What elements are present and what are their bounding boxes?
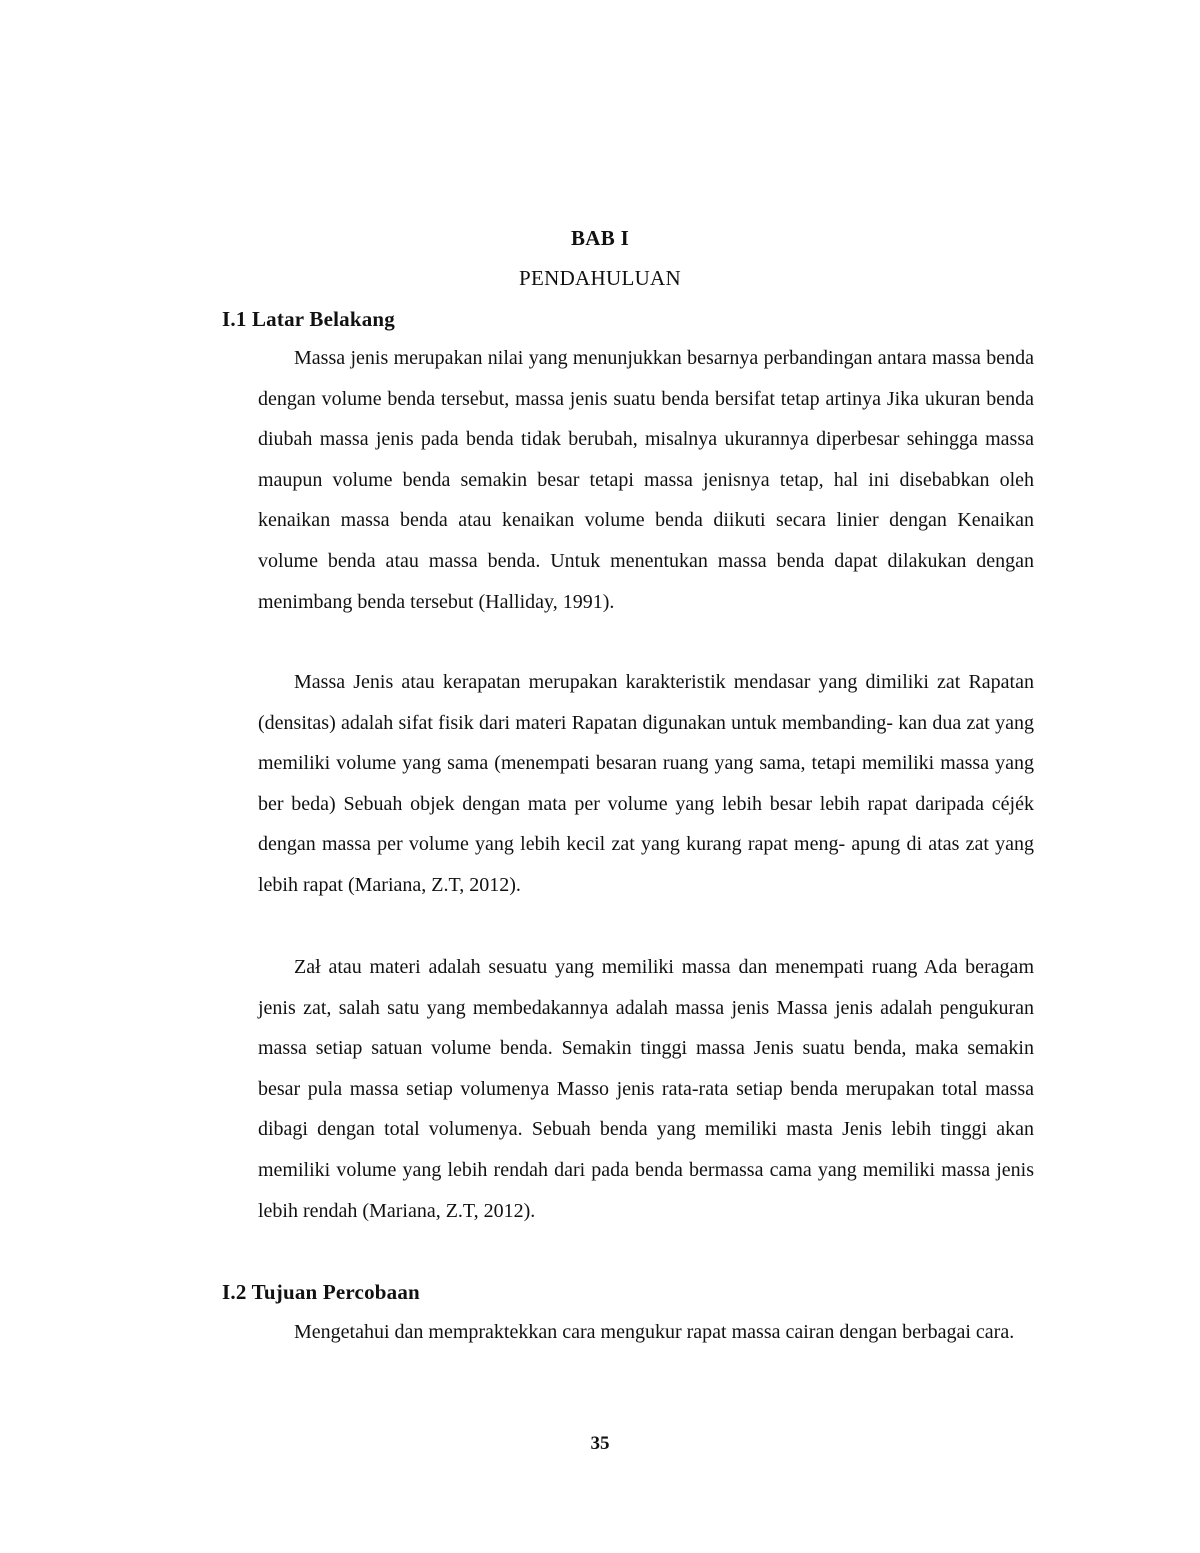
chapter-number: BAB I <box>570 226 630 250</box>
chapter-title: PENDAHULUAN <box>519 266 681 290</box>
section-heading-latar-belakang: I.1 Latar Belakang <box>222 307 395 331</box>
paragraph-latar-belakang-2: Massa Jenis atau kerapatan merupakan karakteristik mendasar yang dimiliki zat Rapatan (densitas) adalah sifat fisik dari materi Rapatan digunakan untuk membanding- kan dua zat yang memiliki volume yang sama (menempati besaran ruang yang sama, tetapi memiliki massa yang ber beda) Sebuah objek dengan mata per volume yang lebih besar lebih rapat daripada céjék dengan massa per volume yang lebih kecil zat yang kurang rapat meng- apung di atas zat yang lebih rapat (Mariana, Z.T, 2012). <box>258 671 1034 896</box>
paragraph-latar-belakang-1: Massa jenis merupakan nilai yang menunjukkan besarnya perbandingan antara massa benda dengan volume benda tersebut, massa jenis suatu benda bersifat tetap artinya Jika ukuran benda diubah massa jenis pada benda tidak berubah, misalnya ukurannya diperbesar sehingga massa maupun volume benda semakin besar tetapi massa jenisnya tetap, hal ini disebabkan oleh kenaikan massa benda atau kenaikan volume benda diikuti secara linier dengan Kenaikan volume benda atau massa benda. Untuk menentukan massa benda dapat dilakukan dengan menimbang benda tersebut (Halliday, 1991). <box>258 347 1034 613</box>
section-heading-tujuan-percobaan: I.2 Tujuan Percobaan <box>222 1280 420 1304</box>
paragraph-latar-belakang-3: Zał atau materi adalah sesuatu yang memiliki massa dan menempati ruang Ada beragam jenis zat, salah satu yang membedakannya adalah massa jenis Massa jenis adalah pengukuran massa setiap satuan volume benda. Semakin tinggi massa Jenis suatu benda, maka semakin besar pula massa setiap volumenya Masso jenis rata-rata setiap benda merupakan total massa dibagi dengan total volumenya. Sebuah benda yang memiliki masta Jenis lebih tinggi akan memiliki volume yang lebih rendah dari pada benda bermassa cama yang memiliki massa jenis lebih rendah (Mariana, Z.T, 2012). <box>258 956 1034 1222</box>
paragraph-tujuan-percobaan: Mengetahui dan mempraktekkan cara mengukur rapat massa cairan dengan berbagai cara. <box>294 1321 1015 1343</box>
page-number: 35 <box>590 1433 610 1454</box>
